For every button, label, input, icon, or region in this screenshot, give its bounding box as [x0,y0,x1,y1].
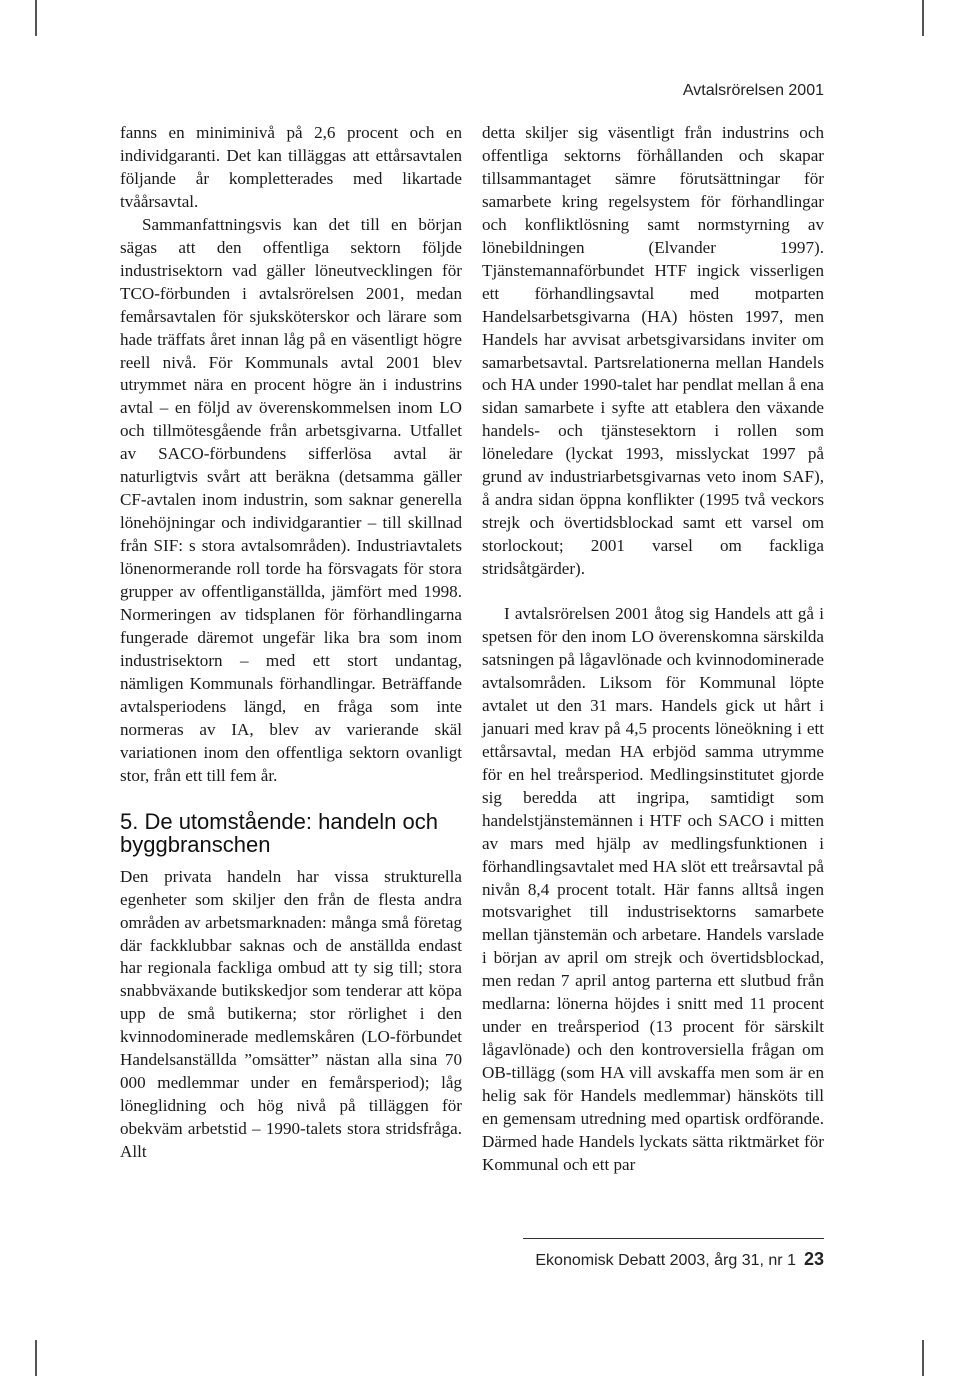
left-column [120,122,462,1164]
right-column [482,122,824,1177]
section-heading: 5. De utomstående: handeln och byggbranschen [120,808,439,857]
crop-mark-bottom-right [922,1340,924,1376]
crop-mark-top-left [35,0,37,36]
paragraph: Sammanfattningsvis kan det till en början sägas att den offentliga sektorn följde industrisektorn vad gäller löneutvecklingen för TCO-förbunden i avtalsrörelsen 2001, medan femårsavtalen för sjuksköterskor och lärare som hade träffats året innan låg på en väsentligt högre reell nivå. För Kommunals avtal 2001 blev utrymmet nära en procent högre än i industrins avtal – en följd av överenskommelsen inom LO och tillmötesgående från arbetsgivarna. Utfallet av SACO-förbundens sifferlösa avtal är naturligtvis svårt att beräkna (detsamma gäller CF-avtalen inom industrin, som saknar generella lönehöjningar och individgarantier – till skillnad från SIF: s stora avtalsområden). Industriavtalets lönenormerande roll torde ha försvagats för stora grupper av offentliganställda, jämfört med 1998. Normeringen av tidsplanen för förhandlingarna fungerade däremot ungefär lika bra som inom industrisektorn – med ett stort undantag, nämligen Kommunals förhandlingar. Beträffande avtalsperiodens längd, en fråga som inte normeras av IA, blev av varierande skäl variationen inom den offentliga sektorn ovanligt stor, från ett till fem år. [120,214,462,785]
paragraph: Den privata handeln har vissa strukturella egenheter som skiljer den från de flesta andra områden av arbetsmarknaden: många små företag där fackklubbar saknas och de anställda endast har regionala fackliga ombud att ty sig till; stora snabbväxande butikskedjor som tenderar att köpa upp de små butikerna; stor rörlighet i den kvinnodominerade medlemskåren (LO-förbundet Handelsanställda ”omsätter” nästan alla sina 70 000 medlemmar under en femårsperiod); låg löneglidning och hög nivå på tilläggen för obekväm arbetstid – 1990-talets stora stridsfråga. Allt [120,866,462,1162]
footer-rule [523,1238,824,1239]
crop-mark-top-right [922,0,924,36]
page-number: 23 [803,1249,824,1269]
paragraph: fanns en miniminivå på 2,6 procent och en individgaranti. Det kan tilläggas att ettårsavtalen följande år kompletterades med likartade tvåårsavtal. [120,123,462,211]
running-head: Avtalsrörelsen 2001 [682,82,824,99]
footer [480,1248,824,1272]
paragraph: detta skiljer sig väsentligt från industrins och offentliga sektorns förhållanden och skapar tillsammantaget sämre förutsättningar för samarbete kring regelsystem för förhandlingar och konfliktlösning samt normstyrning av lönebildningen (Elvander 1997). Tjänstemannaförbundet HTF ingick visserligen ett förhandlingsavtal med motparten Handelsarbetsgivarna (HA) hösten 1997, men Handels har avvisat arbetsgivarsidans inviter om samarbetsavtal. Partsrelationerna mellan Handels och HA under 1990-talet har pendlat mellan å ena sidan samarbete i syfte att etablera den växande handels- och tjänstesektorn i rollen som löneledare (lyckat 1993, misslyckat 1997 på grund av industriarbetsgivarnas veto inom SAF), å andra sidan öppna konflikter (1995 två veckors strejk och övertidsblockad samt ett varsel om storlockout; 2001 varsel om fackliga stridsåtgärder). [482,123,824,579]
journal-citation: Ekonomisk Debatt 2003, årg 31, nr 1 [535,1252,796,1269]
paragraph: I avtalsrörelsen 2001 åtog sig Handels att gå i spetsen för den inom LO överenskomna särskilda satsningen på lågavlönade och kvinnodominerade avtalsområden. Liksom för Kommunal löpte avtalet ut den 31 mars. Handels gick ut hårt i januari med krav på 4,5 procents löneökning i ett ettårsavtal, medan HA erbjöd samma utrymme för en hel treårsperiod. Medlingsinstitutet gjorde sig beredda att ingripa, samtidigt som handelstjänstemännen i HTF och SACO i mitten av mars med hjälp av medlingsfunktionen i förhandlingsavtalet med HA slöt ett treårsavtal på nivån 8,4 procent totalt. Här fanns alltså ingen motsvarighet till industrisektorns samarbete mellan tjänstemän och arbetare. Handels varslade i början av april om strejk och övertidsblockad, men redan 7 april antog parterna ett slutbud från medlarna: lönerna höjdes i snitt med 11 procent under en treårsperiod (13 procent för särskilt lågavlönade) och den kontroversiella frågan om OB-tillägg (som HA vill avskaffa men som är en helig sak för Handels medlemmar) hänsköts till en gemensam utredning med opartisk ordförande. Därmed hade Handels lyckats sätta riktmärket för Kommunal och ett par [482,604,824,1174]
crop-mark-bottom-left [35,1340,37,1376]
